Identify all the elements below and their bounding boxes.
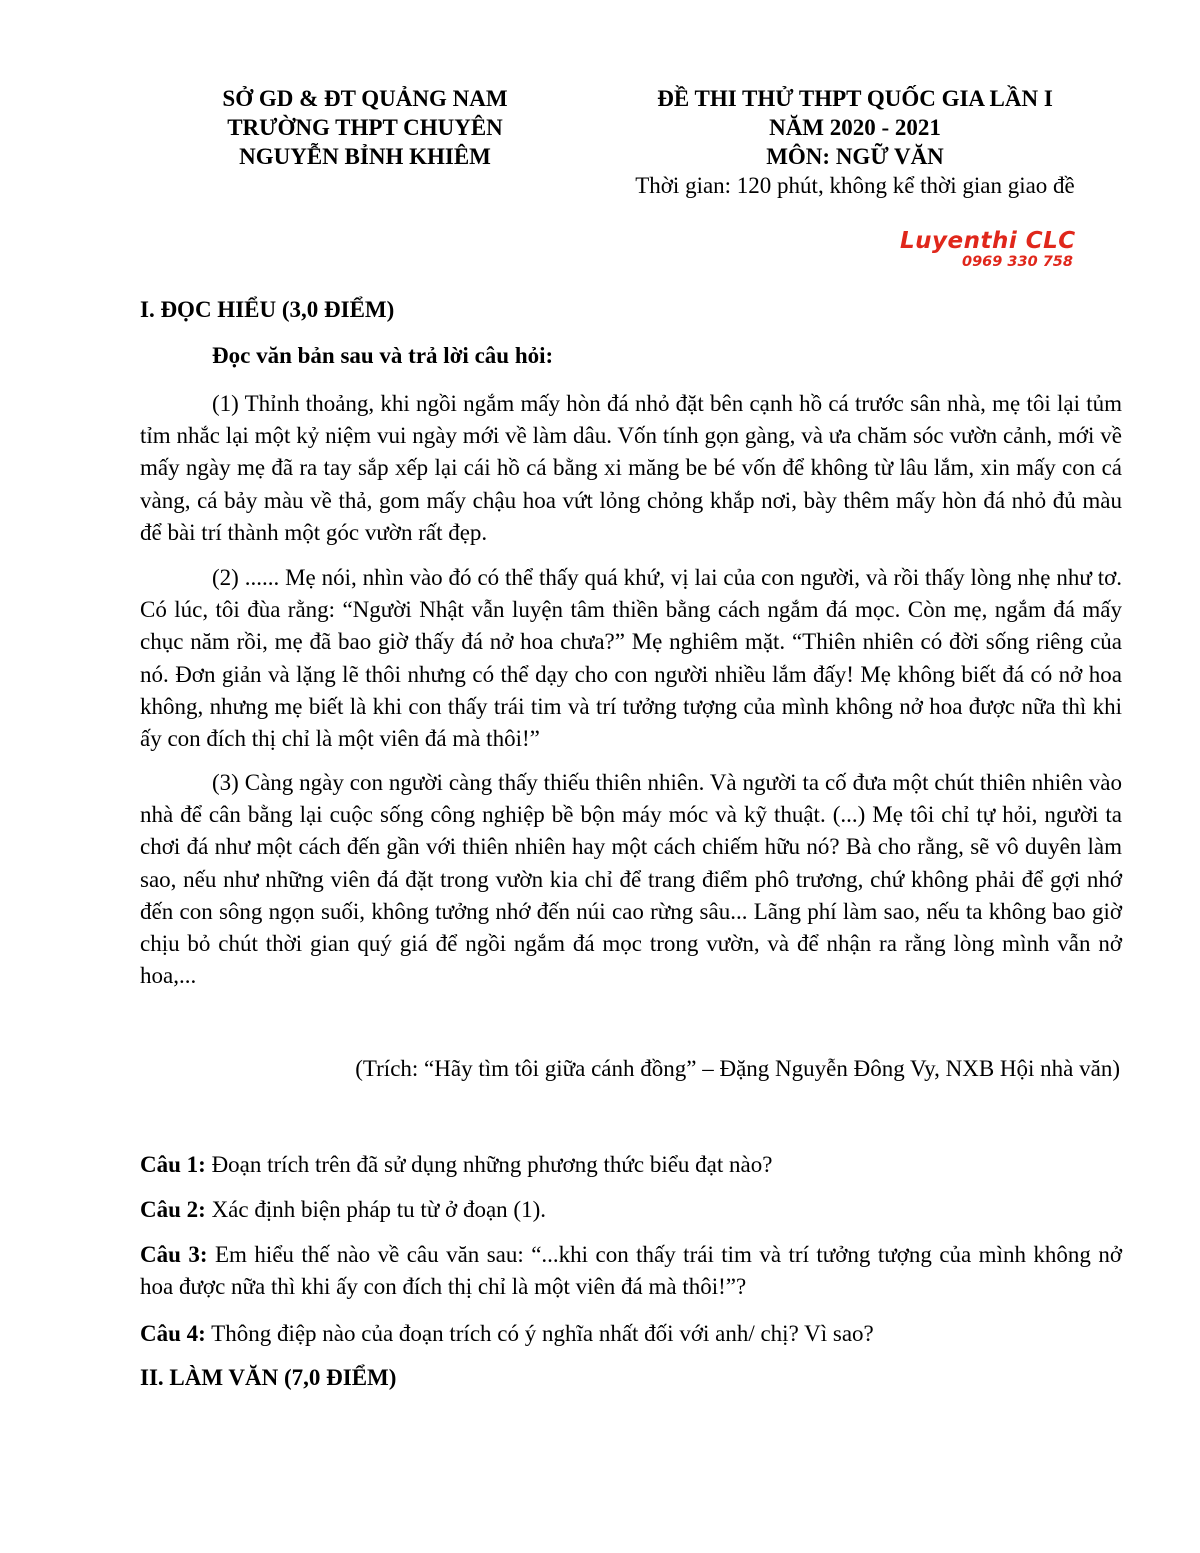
reading-instruction: Đọc văn bản sau và trả lời câu hỏi: — [212, 343, 554, 368]
question-3 — [140, 1239, 1122, 1303]
exam-time: Thời gian: 120 phút, không kể thời gian giao đề — [635, 173, 1075, 198]
question-label: Câu 2: — [140, 1197, 206, 1222]
question-4 — [140, 1318, 1122, 1350]
school-header — [140, 84, 590, 171]
question-text: Em hiểu thế nào về câu văn sau: “...khi con thấy trái tim và trí tưởng tượng của mình không nở hoa được nữa thì khi ấy con đích thị chỉ là một viên đá mà thôi!”? — [140, 1242, 1123, 1299]
passage-source: (Trích: “Hãy tìm tôi giữa cánh đồng” – Đặng Nguyễn Đông Vy, NXB Hội nhà văn) — [355, 1056, 1120, 1081]
department-name: SỞ GD & ĐT QUẢNG NAM — [222, 86, 508, 111]
exam-title: ĐỀ THI THỬ THPT QUỐC GIA LẦN I — [657, 86, 1053, 111]
stamp-brand: Luyenthi CLC — [900, 228, 1076, 254]
question-label: Câu 1: — [140, 1152, 206, 1177]
question-2 — [140, 1194, 1122, 1226]
stamp-phone: 0969 330 758 — [962, 254, 1073, 270]
school-name-line1: TRƯỜNG THPT CHUYÊN — [227, 115, 503, 140]
passage-paragraph-3: (3) Càng ngày con người càng thấy thiếu thiên nhiên. Và người ta cố đưa một chút thiên nhiên vào nhà để cân bằng lại cuộc sống công nghiệp bề bộn máy móc và kỹ thuật. (...) Mẹ tôi chỉ tự hỏi, người ta chơi đá như một cách đến gần với thiên nhiên hay một cách chiếm hữu nó? Bà cho rằng, sẽ vô duyên làm sao, nếu như những viên đá đặt trong vườn kia chỉ để trang điểm phô trương, chứ không phải để gợi nhớ đến con sông ngọn suối, không tưởng nhớ đến núi cao rừng sâu... Lãng phí làm sao, nếu ta không bao giờ chịu bỏ chút thời gian quý giá để ngồi ngắm đá mọc trong vườn, và để nhận ra rằng lòng mình vẫn nở hoa,... — [140, 770, 1122, 989]
question-label: Câu 4: — [140, 1321, 206, 1346]
question-text: Đoạn trích trên đã sử dụng những phương thức biểu đạt nào? — [205, 1152, 773, 1177]
question-1 — [140, 1149, 1122, 1181]
exam-year: NĂM 2020 - 2021 — [769, 115, 941, 140]
passage-paragraph-2: (2) ...... Mẹ nói, nhìn vào đó có thể thấy quá khứ, vị lai của con người, và rồi thấy lòng nhẹ như tơ. Có lúc, tôi đùa rằng: “Người Nhật vẫn luyện tâm thiền bằng cách ngắm đá mọc. Còn mẹ, ngắm đá mấy chục năm rồi, mẹ đã bao giờ thấy đá nở hoa chưa?” Mẹ nghiêm mặt. “Thiên nhiên có đời sống riêng của nó. Đơn giản và lặng lẽ thôi nhưng có thể dạy cho con người nhiều lắm đấy! Mẹ không biết đá có nở hoa không, nhưng mẹ biết là khi con thấy trái tim và trí tưởng tượng của mình không nở hoa được nữa thì khi ấy con đích thị chỉ là một viên đá mà thôi!” — [140, 565, 1122, 752]
question-label: Câu 3: — [140, 1242, 208, 1267]
section-writing-title: II. LÀM VĂN (7,0 ĐIỂM) — [140, 1365, 397, 1390]
section-reading-title: I. ĐỌC HIỂU (3,0 ĐIỂM) — [140, 297, 395, 322]
exam-subject: MÔN: NGỮ VĂN — [766, 144, 944, 169]
passage-paragraph-1: (1) Thỉnh thoảng, khi ngồi ngắm mấy hòn đá nhỏ đặt bên cạnh hồ cá trước sân nhà, mẹ tôi lại tủm tỉm nhắc lại một kỷ niệm vui ngày mới về làm dâu. Vốn tính gọn gàng, và ưa chăm sóc vườn cảnh, mới về mấy ngày mẹ đã ra tay sắp xếp lại cái hồ cá bằng xi măng be bé vốn để không từ lâu lắm, xin mấy con cá vàng, cá bảy màu về thả, gom mấy chậu hoa vứt lỏng chỏng khắp nơi, bày thêm mấy hòn đá nhỏ đủ màu để bài trí thành một góc vườn rất đẹp. — [140, 391, 1122, 545]
question-text: Xác định biện pháp tu từ ở đoạn (1). — [205, 1197, 546, 1222]
exam-header — [560, 84, 1150, 200]
watermark-stamp — [900, 228, 1130, 270]
school-name-line2: NGUYỄN BỈNH KHIÊM — [239, 144, 491, 169]
question-text: Thông điệp nào của đoạn trích có ý nghĩa nhất đối với anh/ chị? Vì sao? — [205, 1321, 874, 1346]
